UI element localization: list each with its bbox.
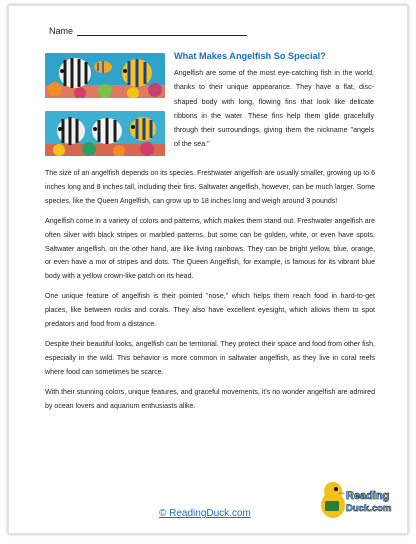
- angelfish-image-bottom: [45, 111, 165, 156]
- angelfish-image-top: [45, 53, 165, 98]
- worksheet-page: [8, 5, 408, 534]
- logo-word-reading: Reading: [346, 490, 390, 502]
- paragraph: With their stunning colors, unique features, and graceful movements, it's no wonder angelfish are admired by ocean lovers and aquarium enthusiasts alike.: [45, 388, 375, 410]
- article-body: [45, 167, 375, 420]
- name-field: [49, 26, 247, 36]
- paragraph: Angelfish come in a variety of colors and patterns, which makes them stand out. Freshwater angelfish are often silver with black stripes or marbled patterns, but some can be golden, white, or even have spots. Saltwater angelfish, on the other hand, are like living rainbows. They can be bright yellow, blue, orange, or even have a mix of stripes and dots. The Queen Angelfish, for example, is famous for its vibrant blue body with a yellow crown-like patch on its head.: [45, 217, 375, 281]
- paragraph: One unique feature of angelfish is their pointed "nose," which helps them reach food in hard-to-get places, like between rocks and corals. They also have excellent eyesight, which allows them to spot predators and food from a distance.: [45, 293, 375, 329]
- readingduck-logo: [319, 475, 394, 523]
- name-label: Name: [49, 26, 74, 36]
- intro-paragraph: Angelfish are some of the most eye-catching fish in the world, thanks to their unique appearance. They have a flat, disc-shaped body with long, flowing fins that look like delicate ribbons in the water. These fins help them glide gracefully through their surroundings, giving them the nickname "angels of the sea.": [174, 69, 374, 149]
- paragraph: The size of an angelfish depends on its species. Freshwater angelfish are usually smaller, growing up to 6 inches long and 8 inches tall, including their fins. Saltwater angelfish, however, can be much larger. Some species, like the Queen Angelfish, can grow up to 18 inches long and weigh around 3 pounds!: [45, 170, 375, 205]
- logo-word-duck: Duck.com: [346, 503, 392, 514]
- footer-link[interactable]: © ReadingDuck.com: [159, 508, 251, 519]
- name-line[interactable]: [77, 26, 247, 36]
- worksheet-title: What Makes Angelfish So Special?: [174, 51, 326, 61]
- paragraph: Despite their beautiful looks, angelfish can be territorial. They protect their space and food from other fish, especially in the wild. This behavior is more common in saltwater angelfish, as they live in coral reefs where food can sometimes be scarce.: [45, 340, 375, 376]
